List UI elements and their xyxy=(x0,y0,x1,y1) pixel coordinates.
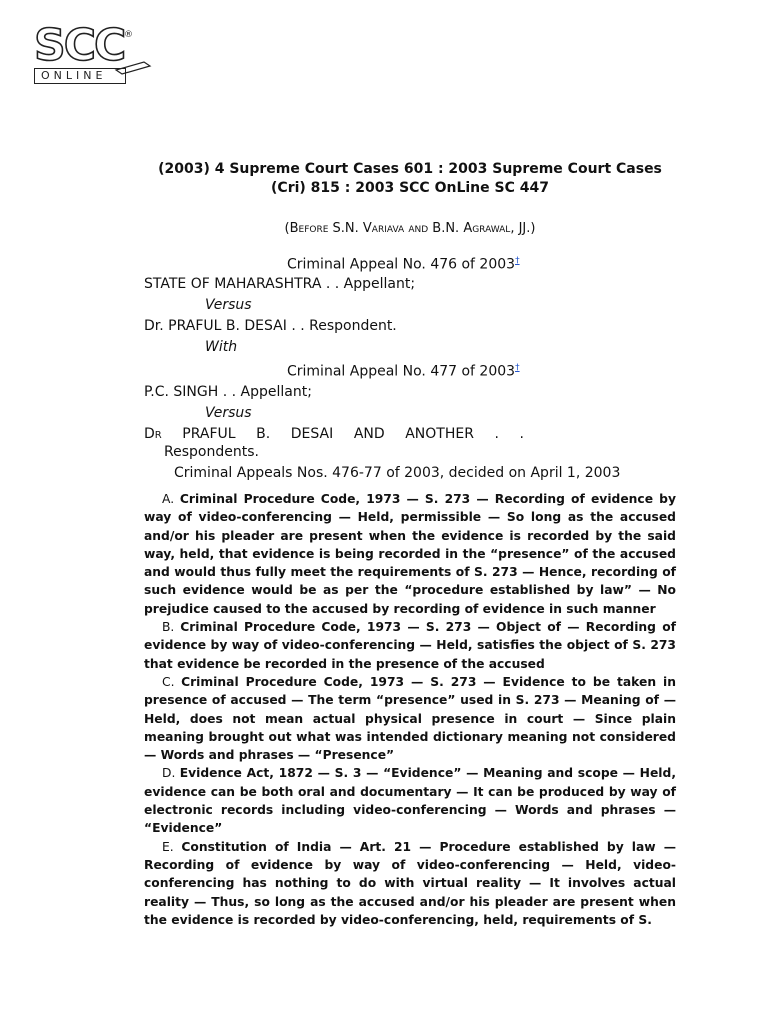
appeal-title-1 xyxy=(287,256,520,273)
headnote-letter: E. xyxy=(162,839,174,854)
party-respondent-2 xyxy=(144,426,524,442)
respondent-word: AND xyxy=(353,426,385,442)
logo-scc-text: SCC xyxy=(34,20,125,71)
respondent-word: ANOTHER xyxy=(405,426,474,442)
headnote-c xyxy=(144,673,676,764)
respondent-word: Dr xyxy=(144,426,162,442)
headnote-d xyxy=(144,764,676,837)
headnote-text: Criminal Procedure Code, 1973 — S. 273 — Object of — Recording of evidence by way of video-conferencing — Held, satisfies the object of S. 273 that evidence be recorded in the presence of the accused xyxy=(144,620,676,671)
headnotes xyxy=(144,490,676,929)
headnote-letter: A. xyxy=(162,492,175,506)
appeal-title-2 xyxy=(287,363,520,380)
with-label: With xyxy=(205,339,238,355)
headnote-e xyxy=(144,838,676,929)
footnote-link-1[interactable]: † xyxy=(515,256,520,266)
appeal-1-text: Criminal Appeal No. 476 of 2003 xyxy=(287,256,516,273)
party-appellant-2: P.C. SINGH . . Appellant; xyxy=(144,384,312,400)
footnote-link-2[interactable]: † xyxy=(515,363,520,373)
party-respondent-1: Dr. PRAFUL B. DESAI . . Respondent. xyxy=(144,318,397,334)
page-bottom-margin xyxy=(0,932,768,1024)
headnote-text: Evidence Act, 1872 — S. 3 — “Evidence” — Meaning and scope — Held, evidence can be both oral and documentary — It can be produced by way of electronic records including video-conferencing — Words and phrases — “Evidence” xyxy=(144,766,676,836)
respondent-word: B. xyxy=(256,426,271,442)
citation-line-1: (2003) 4 Supreme Court Cases 601 : 2003 Supreme Court Cases xyxy=(158,161,662,177)
versus-1: Versus xyxy=(205,297,252,313)
case-citation xyxy=(140,160,680,198)
registered-mark: ® xyxy=(124,30,133,40)
headnote-text: Criminal Procedure Code, 1973 — S. 273 — Recording of evidence by way of video-conferencing — Held, permissible — So long as the accused and/or his pleader are present when the evidence is recorded by the said way, held, that evidence is being recorded in the “presence” of the accused and would thus fully meet the requirements of S. 273 — Hence, recording of such evidence would be as per the “procedure established by law” — No prejudice caused to the accused by recording of evidence in such manner xyxy=(144,492,676,616)
appeal-2-text: Criminal Appeal No. 477 of 2003 xyxy=(287,363,516,380)
citation-line-2: (Cri) 815 : 2003 SCC OnLine SC 447 xyxy=(271,180,549,196)
headnote-b xyxy=(144,618,676,673)
headnote-a xyxy=(144,490,676,618)
respondents-label: Respondents. xyxy=(164,444,259,460)
bench-coram: (Before S.N. Variava and B.N. Agrawal, JJ.) xyxy=(284,221,536,236)
respondent-word: DESAI xyxy=(290,426,334,442)
decision-date: Criminal Appeals Nos. 476-77 of 2003, decided on April 1, 2003 xyxy=(174,465,621,481)
headnote-text: Constitution of India — Art. 21 — Procedure established by law — Recording of evidence by way of video-conferencing — Held, video-conferencing has nothing to do with virtual reality — It involves actual reality — Thus, so long as the accused and/or his pleader are present when the evidence is recorded by video-conferencing, held, requirements of S. xyxy=(144,839,676,927)
respondent-word: PRAFUL xyxy=(182,426,236,442)
versus-2: Versus xyxy=(205,405,252,421)
scc-online-logo xyxy=(32,20,136,88)
headnote-letter: C. xyxy=(162,674,175,689)
headnote-text: Criminal Procedure Code, 1973 — S. 273 — Evidence to be taken in presence of accused — The term “presence” used in S. 273 — Meaning of — Held, does not mean actual physical presence in court — Since plain meaning brought out what was intended dictionary meaning not considered — Words and phrases — “Presence” xyxy=(144,674,676,763)
headnote-letter: B. xyxy=(162,620,175,635)
logo-online-text: ONLINE xyxy=(34,68,126,84)
party-appellant-1: STATE OF MAHARASHTRA . . Appellant; xyxy=(144,276,416,292)
respondent-word: . xyxy=(494,426,499,442)
headnote-letter: D. xyxy=(162,766,176,781)
respondent-word: . xyxy=(519,426,524,442)
